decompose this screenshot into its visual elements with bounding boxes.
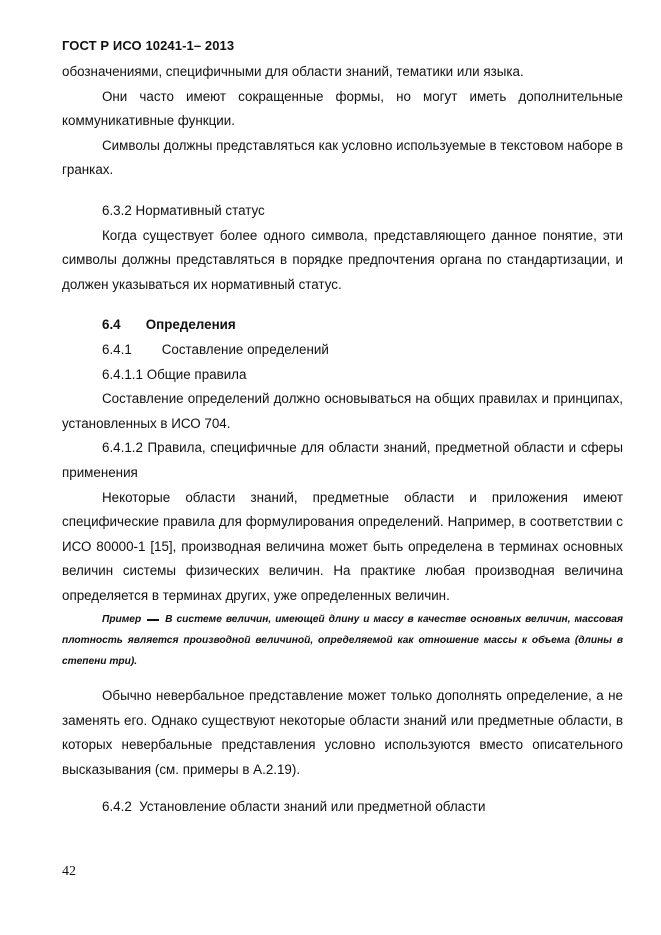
example-label: Пример	[102, 614, 142, 626]
section-heading-6-4	[62, 313, 623, 338]
section-number: 6.4.1.2	[102, 440, 143, 456]
em-dash-mark	[147, 619, 159, 621]
section-number: 6.4.2	[102, 798, 132, 814]
section-title: Правила, специфичные для области знаний, предметной области и сферы применения	[62, 440, 623, 480]
section-heading-6-4-1-1	[62, 363, 623, 388]
example-text: В системе величин, имеющей длину и массу в качестве основных величин, массовая плотность является производной величиной, определяемой как отношение массы к объема (длины в степени три).	[62, 614, 623, 667]
paragraph: Когда существует более одного символа, представляющего данное понятие, эти символы должны представляться в порядке предпочтения органа по стандартизации, и должен указываться их нормативный статус.	[62, 227, 623, 292]
section-title: Составление определений	[161, 341, 329, 357]
paragraph: Символы должны представляться как условно используемые в текстовом наборе в гранках.	[62, 137, 623, 178]
paragraph: Обычно невербальное представление может только дополнять определение, а не заменять его. Однако существуют некоторые области знаний или предметные области, в которых невербальные представления условно используются вместо описательного высказывания (см. примеры в А.2.19).	[62, 688, 623, 778]
section-title: Определения	[145, 317, 236, 333]
section-heading-6-4-1	[62, 338, 623, 363]
document-header: ГОСТ Р ИСО 10241-1– 2013	[62, 38, 235, 53]
section-number: 6.3.2	[102, 202, 132, 218]
page-number: 42	[62, 864, 76, 879]
paragraph: Составление определений должно основываться на общих правилах и принципах, установленных в ИСО 704.	[62, 391, 623, 431]
section-title: Установление области знаний или предметной области	[139, 798, 486, 814]
section-number: 6.4	[102, 317, 121, 333]
paragraph: Они часто имеют сокращенные формы, но могут иметь дополнительные коммуникативные функции.	[62, 88, 623, 129]
section-heading-6-3-2	[62, 199, 623, 224]
section-number: 6.4.1	[102, 341, 132, 357]
page-content	[62, 60, 623, 819]
section-title: Нормативный статус	[135, 202, 265, 218]
section-title: Общие правила	[146, 366, 247, 382]
section-heading-6-4-1-2	[62, 436, 623, 485]
section-heading-6-4-2	[62, 795, 623, 820]
paragraph-continuation: обозначениями, специфичными для области знаний, тематики или языка.	[62, 64, 524, 79]
section-number: 6.4.1.1	[102, 366, 143, 382]
paragraph: Некоторые области знаний, предметные области и приложения имеют специфические правила для формулирования определений. Например, в соответствии с ИСО 80000-1 [15], производная величина может быть определена в терминах основных величин системы физических величин. На практике любая производная величина определяется в терминах других, уже определенных величин.	[62, 489, 623, 603]
example-note	[62, 610, 623, 672]
